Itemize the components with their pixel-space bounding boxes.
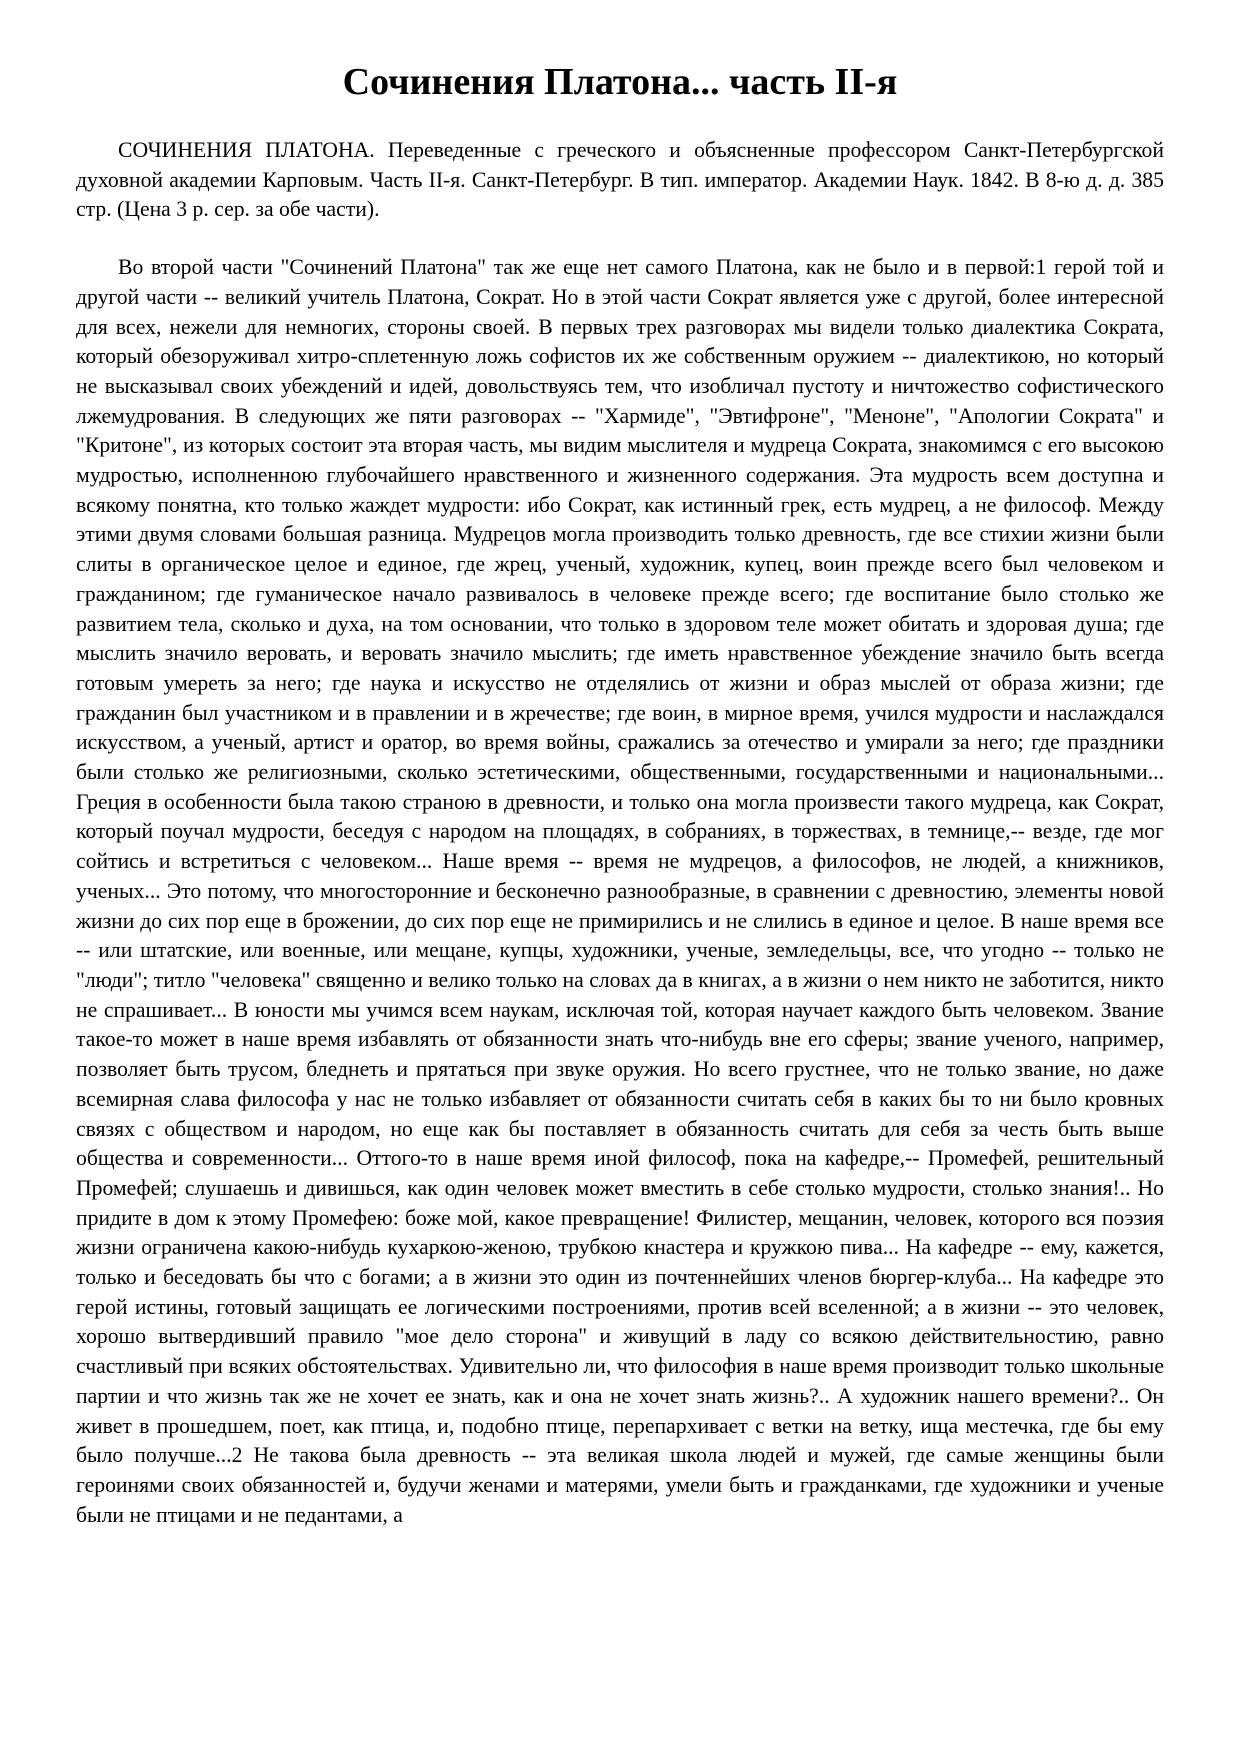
bibliographic-paragraph: СОЧИНЕНИЯ ПЛАТОНА. Переведенные с греческого и объясненные профессором Санкт-Петербургской духовной академии Карповым. Часть II-я. Санкт-Петербург. В тип. император. Академии Наук. 1842. В 8-ю д. д. 385 стр. (Цена 3 р. сер. за обе части). bbox=[76, 138, 1164, 222]
body-paragraph: Во второй части "Сочинений Платона" так же еще нет самого Платона, как не было и в первой:1 герой той и другой части -- великий учитель Платона, Сократ. Но в этой части Сократ является уже с другой, более интересной для всех, нежели для немногих, стороны своей. В первых трех разговорах мы видели только диалектика Сократа, который обезоруживал хитро-сплетенную ложь софистов их же собственным оружием -- диалектикою, но который не высказывал своих убеждений и идей, довольствуясь тем, что изобличал пустоту и ничтожество софистического лжемудрования. В следующих же пяти разговорах -- "Хармиде", "Эвтифроне", "Меноне", "Апологии Сократа" и "Критоне", из которых состоит эта вторая часть, мы видим мыслителя и мудреца Сократа, знакомимся с его высокою мудростью, исполненною глубочайшего нравственного и жизненного содержания. Эта мудрость всем доступна и всякому понятна, кто только жаждет мудрости: ибо Сократ, как истинный грек, есть мудрец, а не философ. Между этими двумя словами большая разница. Мудрецов могла производить только древность, где все стихии жизни были слиты в органическое целое и единое, где жрец, ученый, художник, купец, воин прежде всего был человеком и гражданином; где гуманическое начало развивалось в человеке прежде всего; где воспитание было столько же развитием тела, сколько и духа, на том основании, что только в здоровом теле может обитать и здоровая душа; где мыслить значило веровать, и веровать значило мыслить; где иметь нравственное убеждение значило быть всегда готовым умереть за него; где наука и искусство не отделялись от жизни и образ мыслей от образа жизни; где гражданин был участником и в правлении и в жречестве; где воин, в мирное время, учился мудрости и наслаждался искусством, а ученый, артист и оратор, во время войны, сражались за отечество и умирали за него; где праздники были столько же религиозными, сколько эстетическими, общественными, государственными и национальными... Греция в особенности была такою страною в древности, и только она могла произвести такого мудреца, как Сократ, который поучал мудрости, беседуя с народом на площадях, в собраниях, в торжествах, в темнице,-- везде, где мог сойтись и встретиться с человеком... Наше время -- время не мудрецов, а философов, не людей, а книжников, ученых... Это потому, что многосторонние и бесконечно разнообразные, в сравнении с древностию, элементы новой жизни до сих пор еще в брожении, до сих пор еще не примирились и не слились в единое и целое. В наше время все -- или штатские, или военные, или мещане, купцы, художники, ученые, земледельцы, все, что угодно -- только не "люди"; титло "человека" священно и велико только на словах да в книгах, а в жизни о нем никто не заботится, никто не спрашивает... В юности мы учимся всем наукам, исключая той, которая научает каждого быть человеком. Звание такое-то может в наше время избавлять от обязанности знать что-нибудь вне его сферы; звание ученого, например, позволяет быть трусом, бледнеть и прятаться при звуке оружия. Но всего грустнее, что не только звание, но даже всемирная слава философа у нас не только избавляет от обязанности считать себя в каких бы то ни было кровных связях с обществом и народом, но еще как бы поставляет в обязанность считать для себя за честь быть выше общества и современности... Оттого-то в наше время иной философ, пока на кафедре,-- Промефей, решительный Промефей; слушаешь и дивишься, как один человек может вместить в себе столько мудрости, столько знания!.. Но придите в дом к этому Промефею: боже мой, какое превращение! Филистер, мещанин, человек, которого вся поэзия жизни ограничена какою-нибудь кухаркою-женою, трубкою кнастера и кружкою пива... На кафедре -- ему, кажется, только и беседовать бы что с богами; а в жизни это один из почтеннейших членов бюргер-клуба... На кафедре это герой истины, готовый защищать ее логическими построениями, против всей вселенной; а в жизни -- это человек, хорошо вытвердивший правило "мое дело сторона" и живущий в ладу со всякою действительностию, равно счастливый при всяких обстоятельствах. Удивительно ли, что философия в наше время производит только школьные партии и что жизнь так же не хочет ее знать, как и она не хочет знать жизнь?.. А художник нашего времени?.. Он живет в прошедшем, поет, как птица, и, подобно птице, перепархивает с ветки на ветку, ища местечка, где бы ему было получше...2 Не такова была древность -- эта великая школа людей и мужей, где самые женщины были героинями своих обязанностей и, будучи женами и матерями, умели быть и гражданками, где художники и ученые были не птицами и не педантами, а bbox=[76, 255, 1164, 1527]
document-page bbox=[76, 52, 1164, 1530]
document-title: Сочинения Платона... часть II-я bbox=[342, 61, 898, 103]
